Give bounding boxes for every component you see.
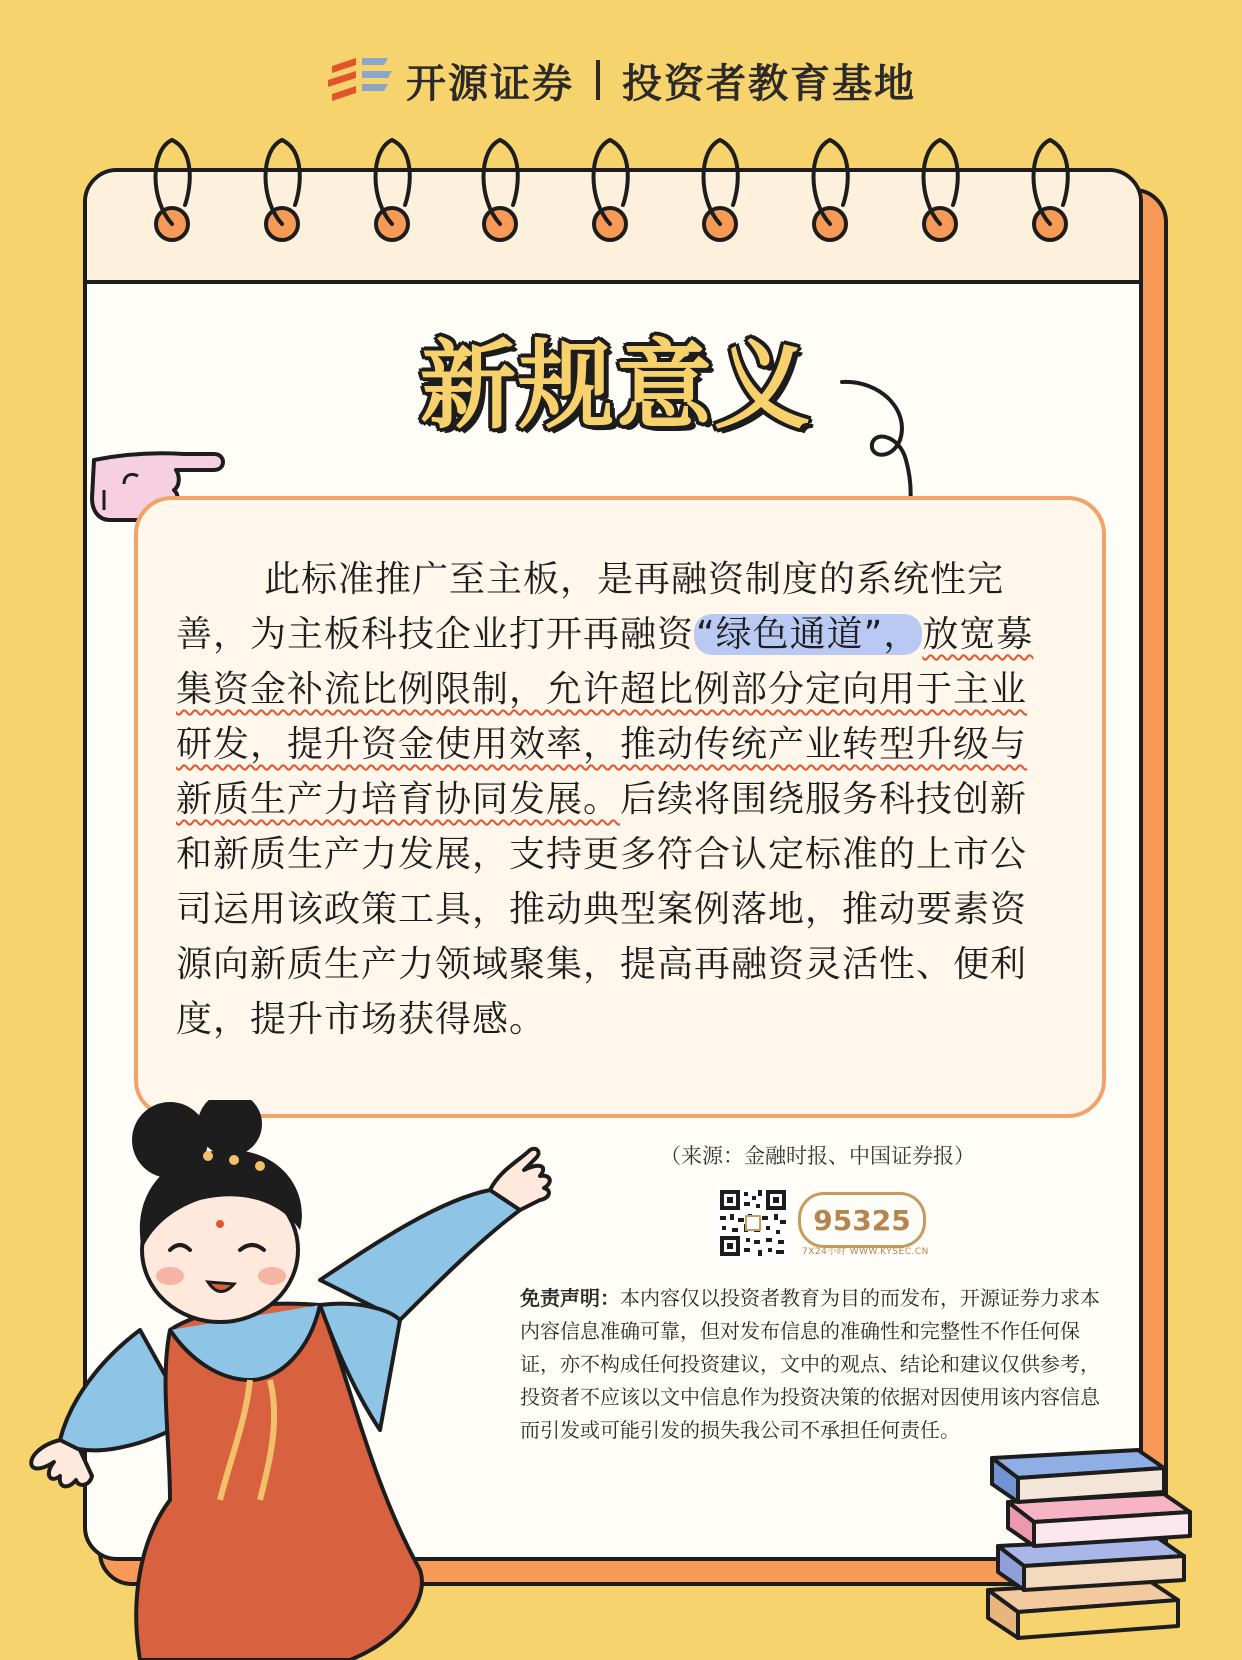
spiral-rings-icon — [0, 0, 1242, 260]
content-line: 源向新质生产力领域聚集，提高再融资灵活性、便利 — [176, 944, 1028, 985]
content-line: 此标准推广至主板，是再融资制度的系统性完 — [264, 559, 1005, 600]
content-line: 和新质生产力发展，支持更多符合认定标准的上市公 — [176, 834, 1028, 875]
underlined-segment: 新质生产力培育协同发展。 — [176, 779, 621, 820]
books-stack-illustration — [978, 1440, 1198, 1640]
content-line-underlined: 研发，提升资金使用效率，推动传统产业转型升级与 — [176, 724, 1028, 765]
content-line — [176, 772, 1056, 827]
content-line-underlined: 集资金补流比例限制，允许超比例部分定向用于主业 — [176, 669, 1028, 710]
disclaimer-text: 本内容仅以投资者教育为目的而发布，开源证券力求本内容信息准确可靠，但对发布信息的准确性和完整性不作任何保证，亦不构成任何投资建议，文中的观点、结论和建议仅供参考，投资者不应该以文中信息作为投资决策的依据对因使用该内容信息而引发或可能引发的损失我公司不承担任何责任。 — [520, 1286, 1100, 1442]
content-line: 度，提升市场获得感。 — [176, 999, 547, 1040]
page-title: 新规意义 — [420, 330, 812, 442]
content-paragraph — [176, 552, 1056, 1047]
source-note: （来源：金融时报、中国证券报） — [660, 1144, 975, 1168]
hotline-subtext: 7X24小时 WWW.KYSEC.CN — [802, 1247, 929, 1257]
content-segment: 后续将围绕服务科技创新 — [620, 779, 1028, 820]
content-line: 司运用该政策工具，推动典型案例落地，推动要素资 — [176, 889, 1028, 930]
underlined-segment: 放宽募 — [922, 614, 1034, 655]
content-line — [176, 607, 1056, 662]
disclaimer — [520, 1282, 1112, 1447]
header-subtitle: 投资者教育基地 — [622, 60, 916, 107]
hotline-badge: 95325 — [798, 1192, 926, 1248]
highlight-green-channel: “绿色通道”， — [696, 614, 921, 655]
content-segment: 善，为主板科技企业打开再融资 — [176, 614, 695, 655]
brand-name: 开源证券 — [406, 60, 574, 107]
disclaimer-label: 免责声明： — [520, 1286, 620, 1310]
hanfu-girl-illustration — [20, 1100, 580, 1660]
qr-code-icon — [718, 1188, 788, 1258]
